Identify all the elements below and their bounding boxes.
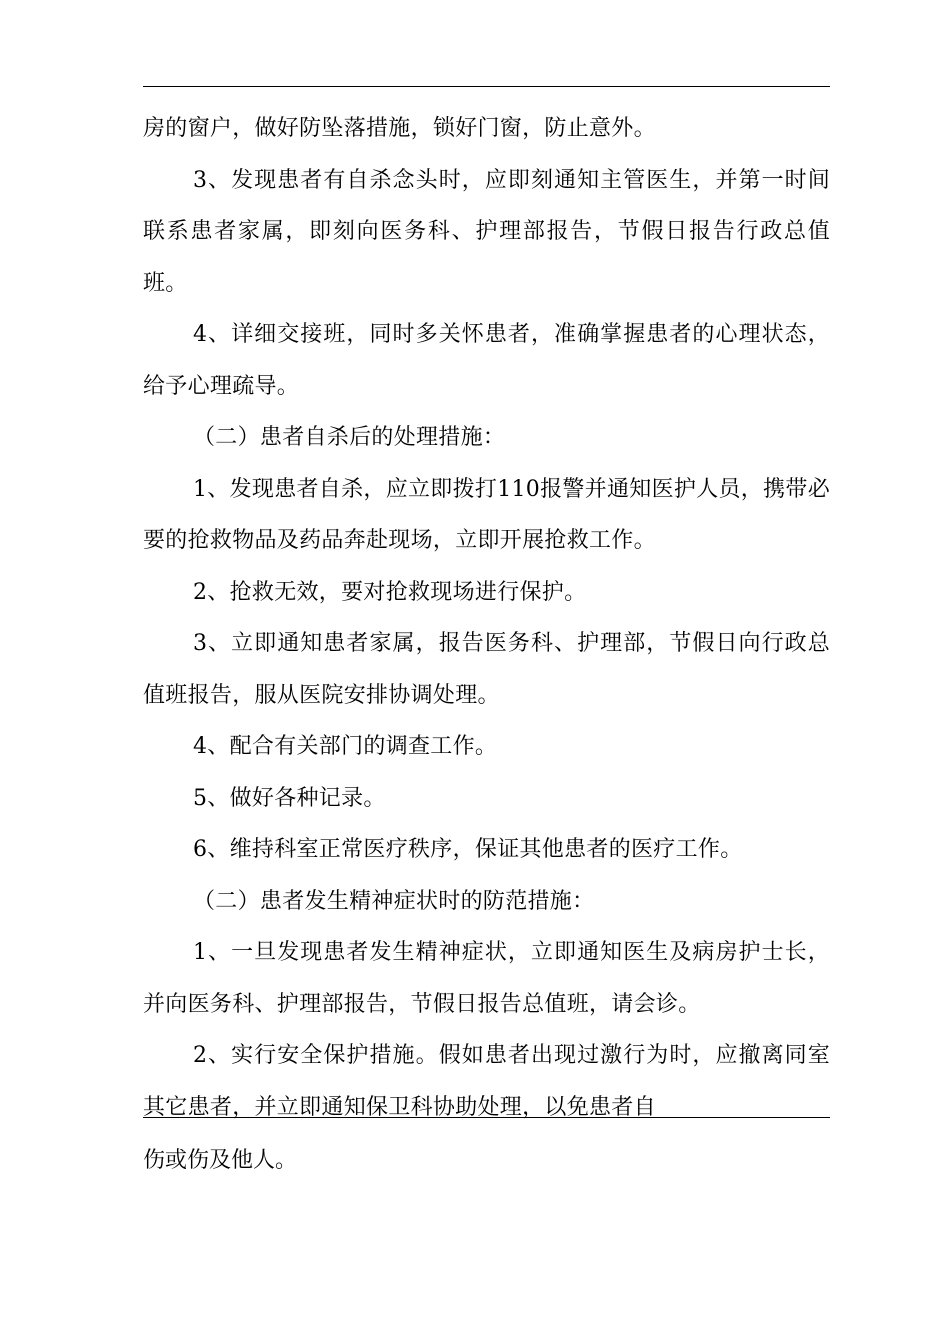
body-text <box>143 103 830 1133</box>
paragraph: 房的窗户，做好防坠落措施，锁好门窗，防止意外。 <box>143 116 656 141</box>
top-rule <box>143 86 830 87</box>
paragraph: 1、一旦发现患者发生精神症状，立即通知医生及病房护士长，并向医务科、护理部报告，节假日报告总值班，请会诊。 <box>143 940 830 1017</box>
paragraph: 4、详细交接班，同时多关怀患者，准确掌握患者的心理状态，给予心理疏导。 <box>143 322 830 399</box>
section-heading: （二）患者自杀后的处理措施： <box>193 425 506 450</box>
paragraph: 4、配合有关部门的调查工作。 <box>193 734 498 759</box>
paragraph: 3、立即通知患者家属，报告医务科、护理部，节假日向行政总值班报告，服从医院安排协调处理。 <box>143 631 830 708</box>
section-heading: （二）患者发生精神症状时的防范措施： <box>193 888 595 914</box>
paragraph: 2、抢救无效，要对抢救现场进行保护。 <box>193 579 587 605</box>
paragraph: 1、发现患者自杀，应立即拨打110报警并通知医护人员，携带必要的抢救物品及药品奔赴现场，立即开展抢救工作。 <box>143 476 830 553</box>
paragraph: 6、维持科室正常医疗秩序，保证其他患者的医疗工作。 <box>193 837 743 862</box>
paragraph: 5、做好各种记录。 <box>193 785 386 811</box>
bottom-rule <box>143 1117 830 1118</box>
paragraph: 3、发现患者有自杀念头时，应即刻通知主管医生，并第一时间联系患者家属，即刻向医务科、护理部报告，节假日报告行政总值班。 <box>143 167 830 296</box>
continuation-text: 伤或伤及他人。 <box>143 1148 298 1173</box>
paragraph: 2、实行安全保护措施。假如患者出现过激行为时，应撤离同室其它患者，并立即通知保卫科协助处理，以免患者自 <box>143 1043 830 1120</box>
